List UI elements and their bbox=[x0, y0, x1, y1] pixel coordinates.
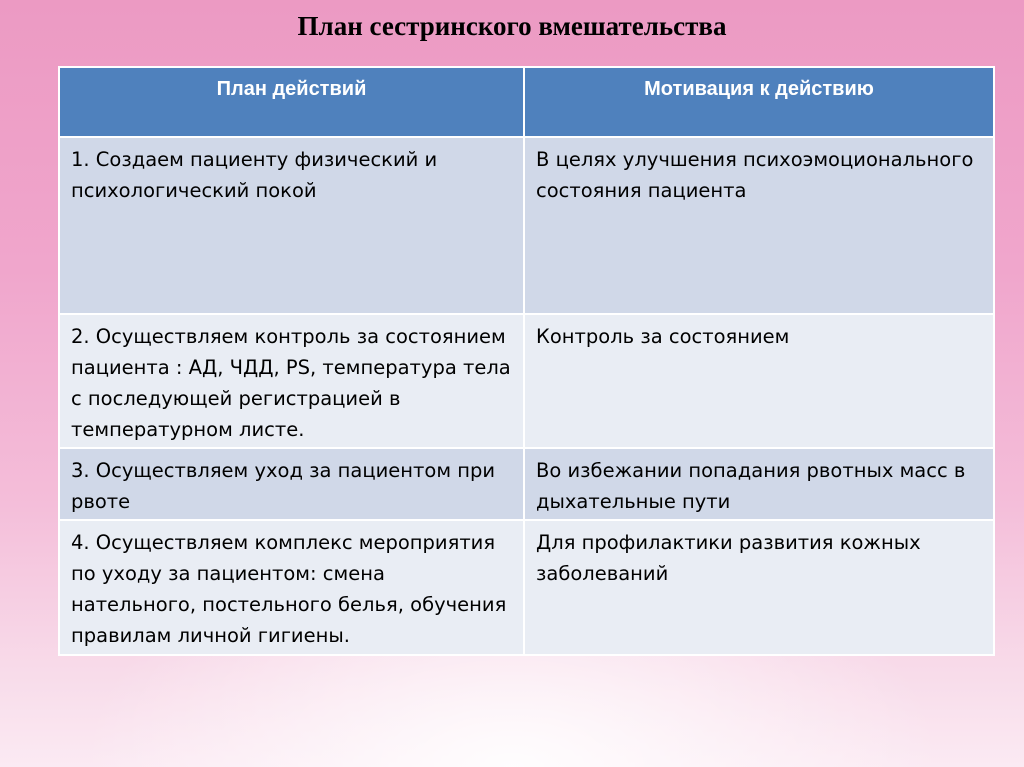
table-row bbox=[60, 519, 993, 654]
plan-cell: 3. Осуществляем уход за пациентом при рвоте bbox=[60, 447, 525, 519]
motivation-cell: Во избежании попадания рвотных масс в дыхательные пути bbox=[525, 447, 993, 519]
plan-cell: 4. Осуществляем комплекс мероприятия по уходу за пациентом: смена нательного, постельного белья, обучения правилам личной гигиены. bbox=[60, 519, 525, 654]
table-row bbox=[60, 136, 993, 313]
nursing-plan-table bbox=[58, 66, 995, 656]
plan-cell: 1. Создаем пациенту физический и психологический покой bbox=[60, 136, 525, 313]
table-row bbox=[60, 447, 993, 519]
motivation-cell: Для профилактики развития кожных заболеваний bbox=[525, 519, 993, 654]
plan-cell: 2. Осуществляем контроль за состоянием пациента : АД, ЧДД, PS, температура тела с последующей регистрацией в температурном листе. bbox=[60, 313, 525, 447]
table-row bbox=[60, 313, 993, 447]
column-header-plan: План действий bbox=[60, 68, 525, 136]
table-header-row bbox=[60, 68, 993, 136]
motivation-cell: В целях улучшения психоэмоционального состояния пациента bbox=[525, 136, 993, 313]
slide-title: План сестринского вмешательства bbox=[297, 11, 727, 41]
motivation-cell: Контроль за состоянием bbox=[525, 313, 993, 447]
column-header-motivation: Мотивация к действию bbox=[525, 68, 993, 136]
